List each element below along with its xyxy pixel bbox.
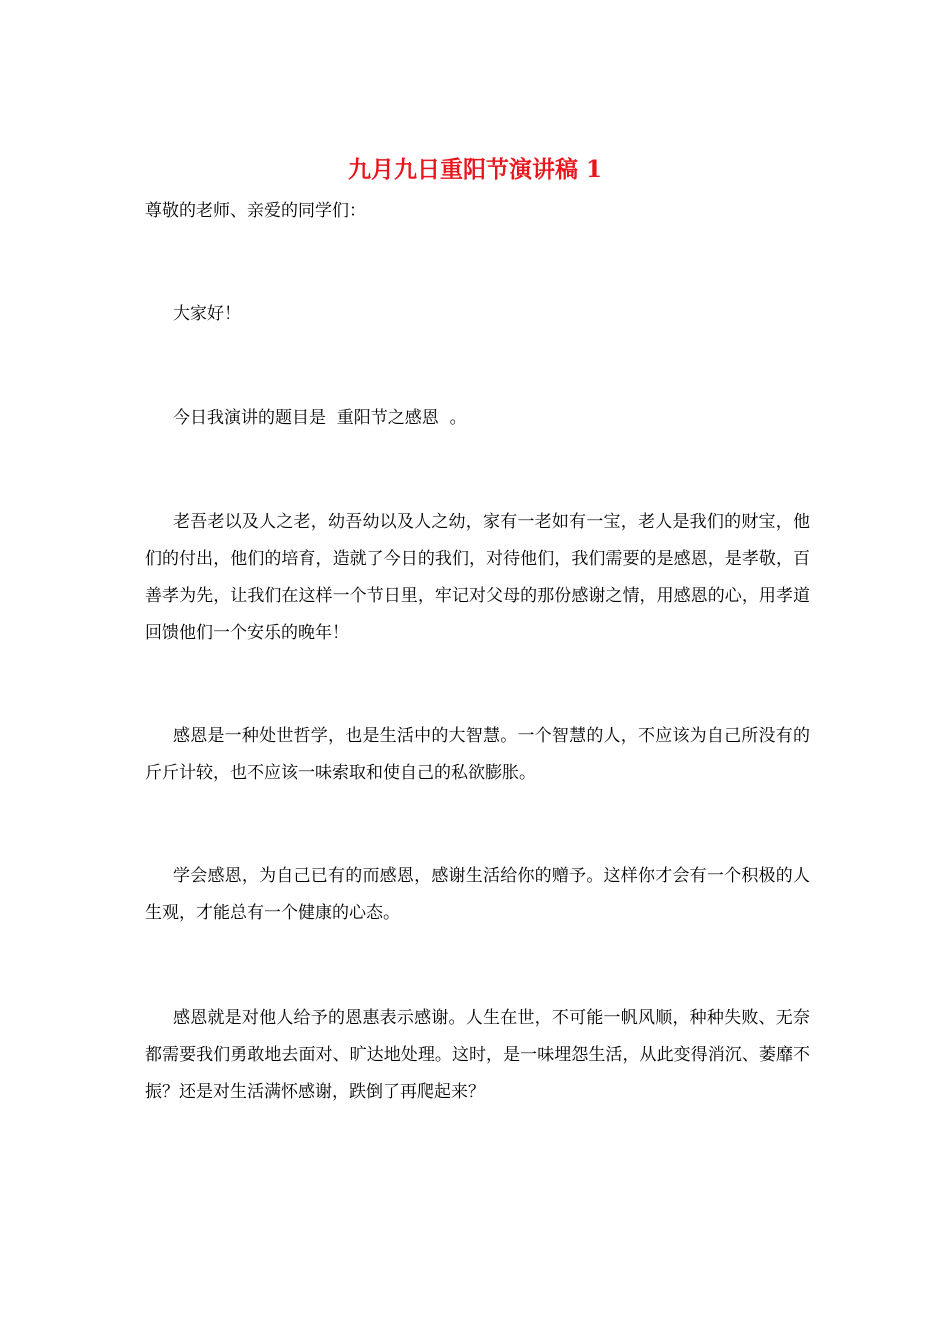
paragraph-topic: 今日我演讲的题目是 重阳节之感恩 。: [173, 408, 467, 428]
paragraph-learn-gratitude: 学会感恩，为自己已有的而感恩，感谢生活给你的赠予。这样你才会有一个积极的人生观，才能总有一个健康的心态。: [145, 866, 810, 923]
paragraph-respect-elders: 老吾老以及人之老，幼吾幼以及人之幼，家有一老如有一宝，老人是我们的财宝，他们的付出，他们的培育，造就了今日的我们，对待他们，我们需要的是感恩，是孝敬，百善孝为先，让我们在这样一个节日里，牢记对父母的那份感谢之情，用感恩的心，用孝道回馈他们一个安乐的晚年！: [145, 512, 810, 643]
salutation: 尊敬的老师、亲爱的同学们：: [145, 201, 366, 221]
paragraph-greeting: 大家好！: [173, 304, 241, 324]
paragraph-thank-others: 感恩就是对他人给予的恩惠表示感谢。人生在世，不可能一帆风顺，种种失败、无奈都需要我们勇敢地去面对、旷达地处理。这时，是一味埋怨生活，从此变得消沉、萎靡不振？还是对生活满怀感谢，跌倒了再爬起来？: [145, 1008, 810, 1102]
paragraph-gratitude-philosophy: 感恩是一种处世哲学，也是生活中的大智慧。一个智慧的人，不应该为自己所没有的斤斤计较，也不应该一味索取和使自己的私欲膨胀。: [145, 726, 810, 783]
document-title: 九月九日重阳节演讲稿 1: [347, 156, 602, 183]
